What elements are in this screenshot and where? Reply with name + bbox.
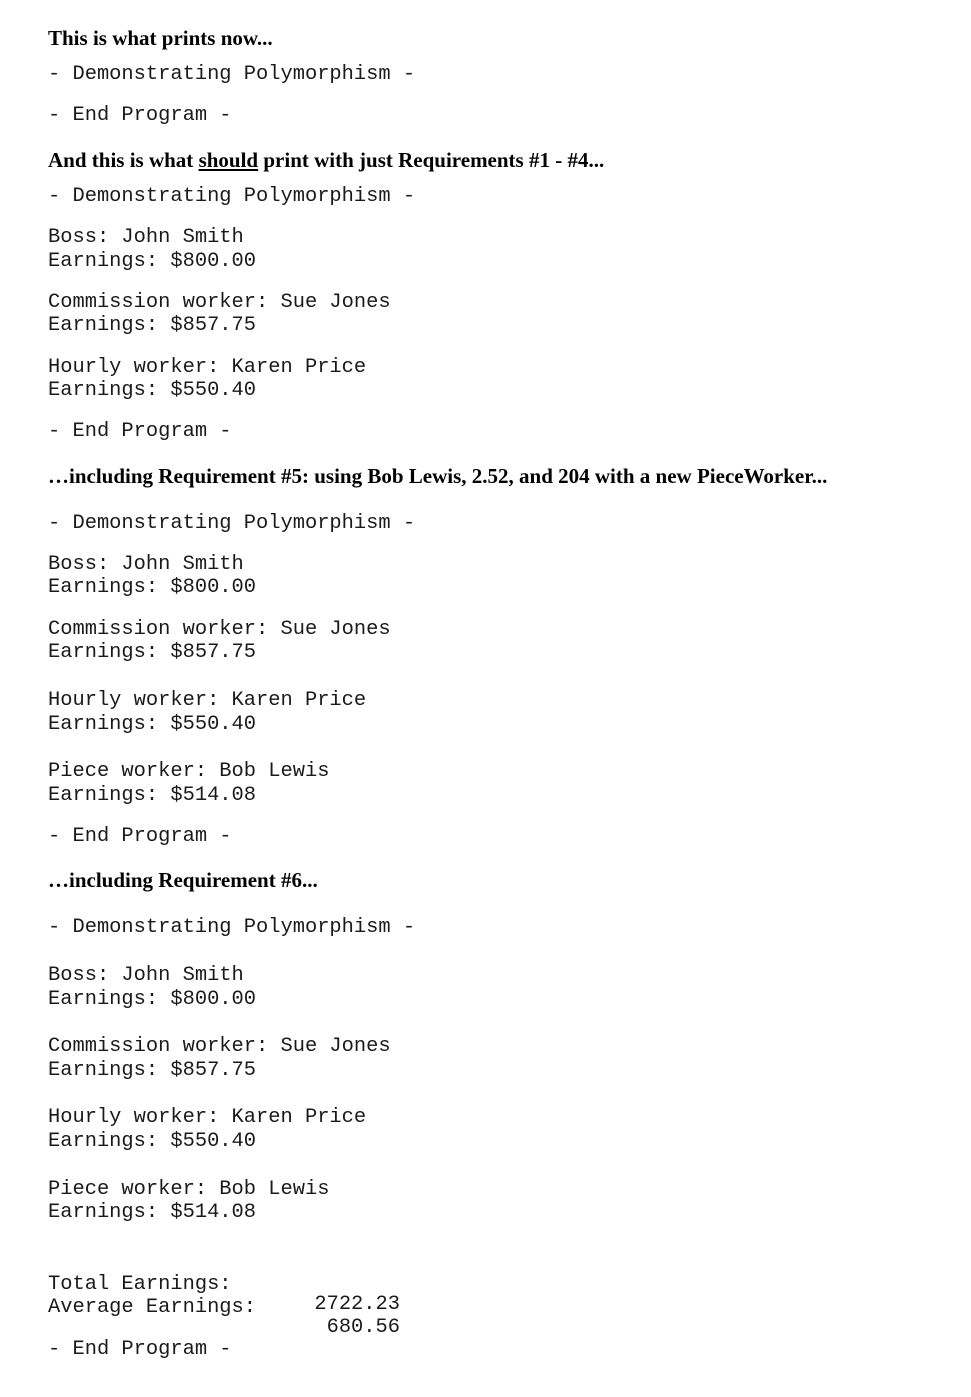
total-earnings-label: Total Earnings: — [48, 1273, 232, 1296]
heading-expected-post: print with just Requirements #1 - #4... — [258, 148, 605, 172]
demo-header-line: - Demonstrating Polymorphism - — [48, 185, 416, 208]
boss-name-line: Boss: John Smith — [48, 964, 244, 987]
heading-expected-output — [48, 148, 604, 172]
boss-earnings-line: Earnings: $800.00 — [48, 250, 257, 273]
boss-earnings-line: Earnings: $800.00 — [48, 988, 257, 1011]
heading-expected-underlined: should — [198, 148, 259, 172]
average-earnings-value: 680.56 — [326, 1316, 400, 1340]
heading-current-output: This is what prints now... — [48, 26, 273, 50]
piece-earnings-line: Earnings: $514.08 — [48, 784, 257, 807]
commission-earnings-line: Earnings: $857.75 — [48, 1059, 257, 1082]
demo-header-line: - Demonstrating Polymorphism - — [48, 512, 416, 535]
hourly-name-line: Hourly worker: Karen Price — [48, 689, 367, 712]
commission-name-line: Commission worker: Sue Jones — [48, 1035, 391, 1058]
end-program-line: - End Program - — [48, 420, 232, 443]
commission-earnings-line: Earnings: $857.75 — [48, 314, 257, 337]
heading-requirement-6: …including Requirement #6... — [48, 868, 318, 892]
demo-header-line: - Demonstrating Polymorphism - — [48, 63, 416, 86]
hourly-earnings-line: Earnings: $550.40 — [48, 713, 257, 736]
end-program-line: - End Program - — [48, 825, 232, 848]
boss-name-line: Boss: John Smith — [48, 226, 244, 249]
heading-expected-pre: And this is what — [48, 148, 199, 172]
hourly-earnings-line: Earnings: $550.40 — [48, 1130, 257, 1153]
boss-earnings-line: Earnings: $800.00 — [48, 576, 257, 599]
hourly-name-line: Hourly worker: Karen Price — [48, 1106, 367, 1129]
commission-earnings-line: Earnings: $857.75 — [48, 641, 257, 664]
average-earnings-label: Average Earnings: — [48, 1296, 257, 1319]
end-program-line: - End Program - — [48, 104, 232, 127]
piece-name-line: Piece worker: Bob Lewis — [48, 1178, 330, 1201]
heading-requirement-5: …including Requirement #5: using Bob Lewis, 2.52, and 204 with a new PieceWorker... — [48, 464, 828, 488]
commission-name-line: Commission worker: Sue Jones — [48, 291, 391, 314]
commission-name-line: Commission worker: Sue Jones — [48, 618, 391, 641]
total-earnings-value: 2722.23 — [314, 1293, 400, 1317]
demo-header-line: - Demonstrating Polymorphism - — [48, 916, 416, 939]
boss-name-line: Boss: John Smith — [48, 553, 244, 576]
piece-name-line: Piece worker: Bob Lewis — [48, 760, 330, 783]
hourly-earnings-line: Earnings: $550.40 — [48, 379, 257, 402]
end-program-line: - End Program - — [48, 1338, 232, 1361]
hourly-name-line: Hourly worker: Karen Price — [48, 356, 367, 379]
piece-earnings-line: Earnings: $514.08 — [48, 1201, 257, 1224]
